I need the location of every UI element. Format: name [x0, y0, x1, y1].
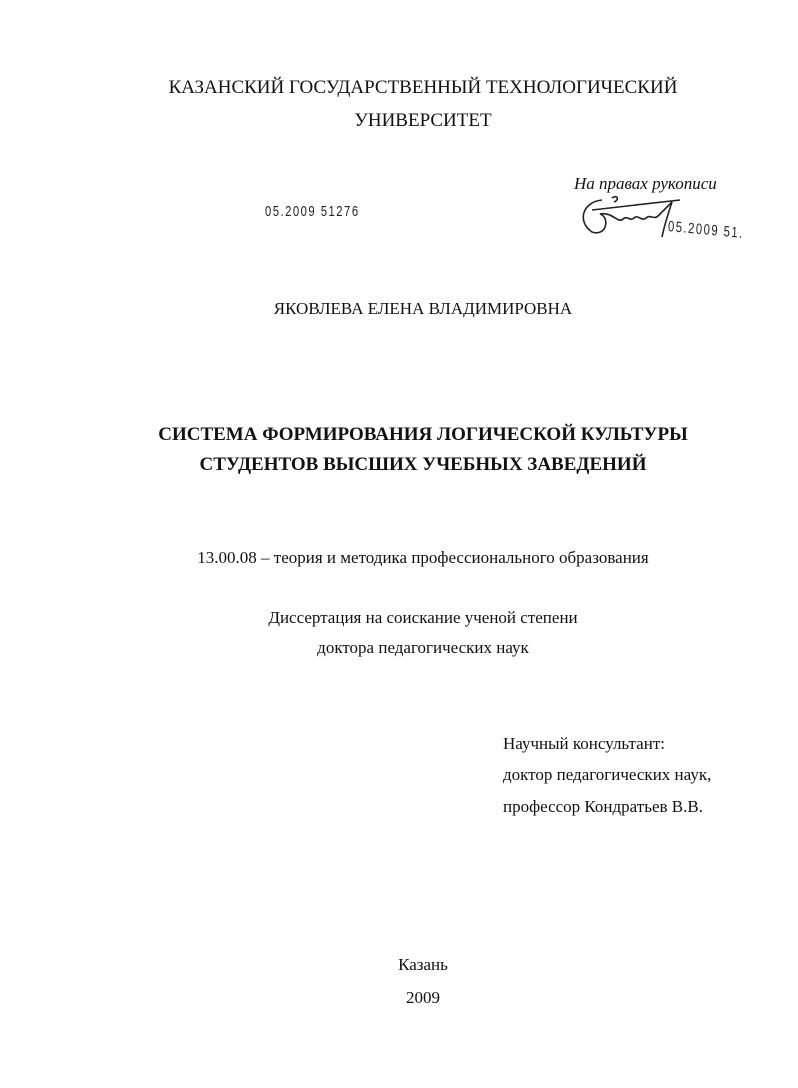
university-line2: УНИВЕРСИТЕТ	[354, 110, 492, 131]
manuscript-note: На правах рукописи	[574, 174, 717, 193]
signature	[572, 192, 682, 242]
university-line1: КАЗАНСКИЙ ГОСУДАРСТВЕННЫЙ ТЕХНОЛОГИЧЕСКИЙ	[168, 77, 678, 98]
consultant-name: профессор Кондратьев В.В.	[503, 797, 703, 816]
consultant-label: Научный консультант:	[503, 734, 665, 753]
year: 2009	[406, 988, 440, 1007]
title-line1: СИСТЕМА ФОРМИРОВАНИЯ ЛОГИЧЕСКОЙ КУЛЬТУРЫ	[158, 424, 688, 445]
degree-line1: Диссертация на соискание ученой степени	[268, 608, 578, 627]
title-line2: СТУДЕНТОВ ВЫСШИХ УЧЕБНЫХ ЗАВЕДЕНИЙ	[199, 454, 647, 475]
consultant-degree: доктор педагогических наук,	[503, 765, 712, 784]
author-name: ЯКОВЛЕВА ЕЛЕНА ВЛАДИМИРОВНА	[273, 299, 573, 318]
registration-stamp: 05.2009 51276	[265, 203, 360, 220]
specialty: 13.00.08 – теория и методика профессионального образования	[197, 548, 649, 567]
signature-stamp: 05.2009 51.	[667, 218, 745, 243]
degree-line2: доктора педагогических наук	[317, 638, 529, 657]
city: Казань	[398, 955, 448, 974]
